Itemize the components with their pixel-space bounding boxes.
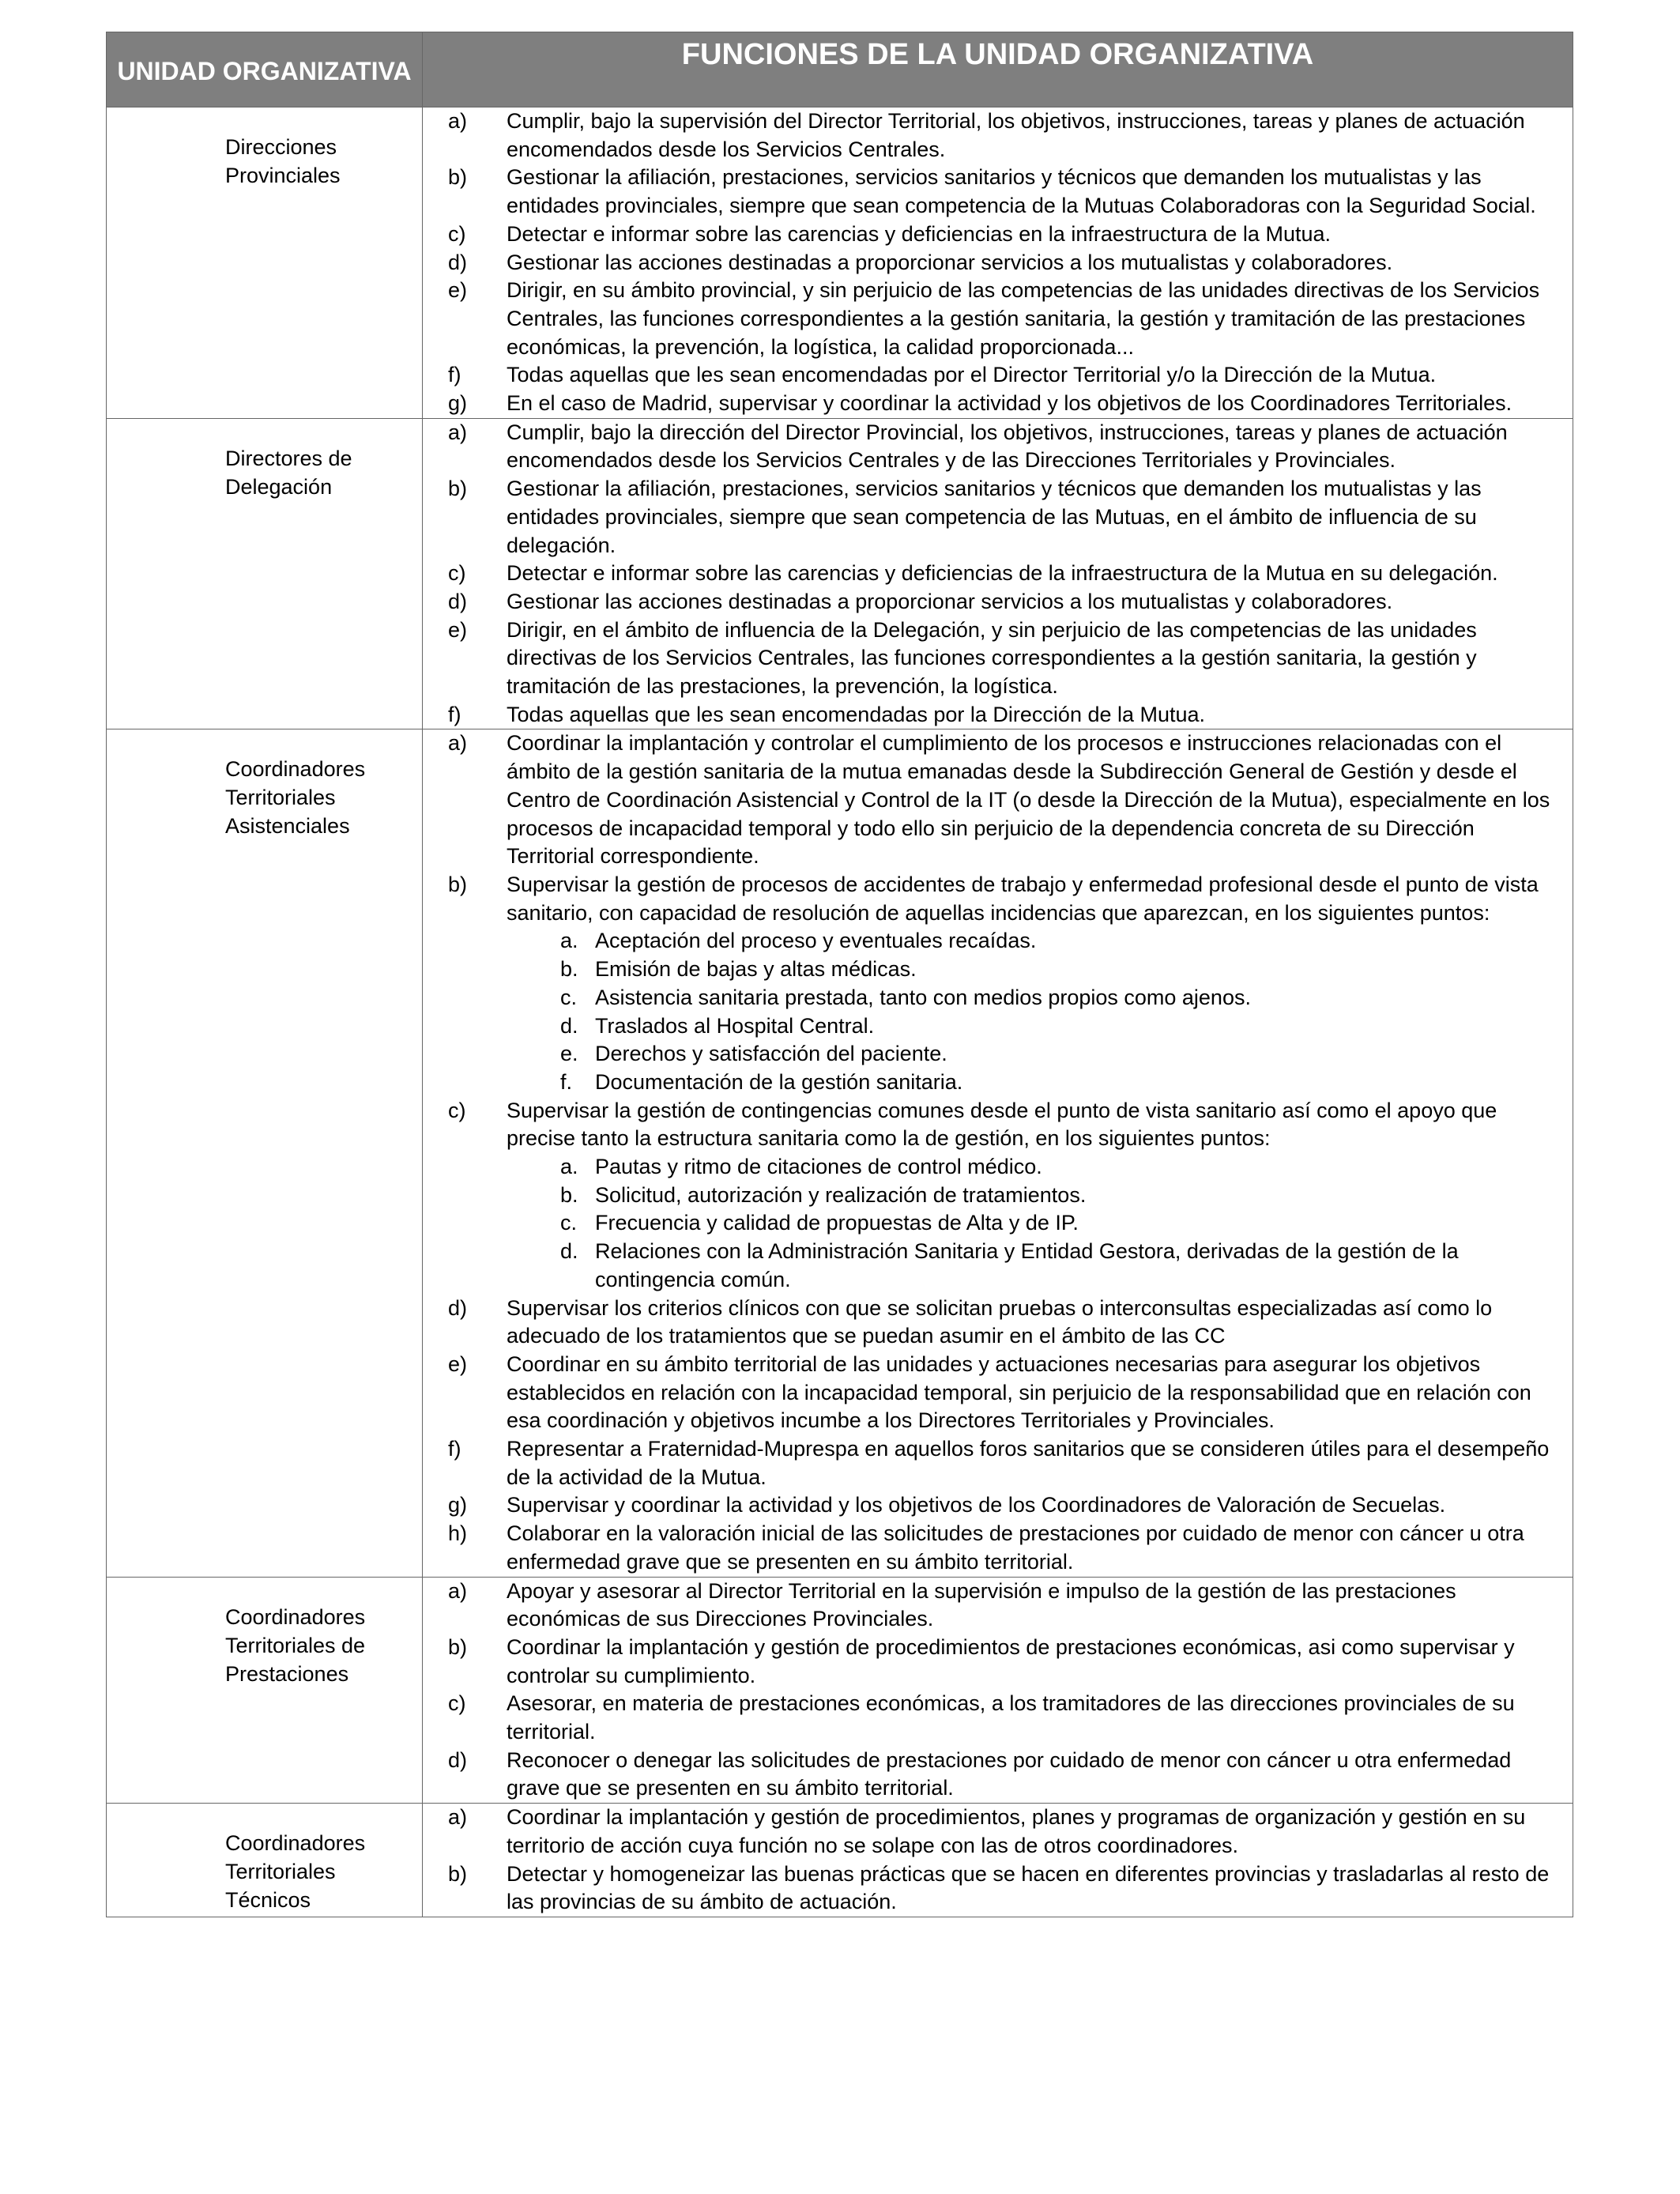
function-item: [423, 588, 1565, 616]
table-row: [107, 729, 1573, 1577]
sub-list: [507, 1153, 1565, 1295]
function-item: [423, 277, 1565, 361]
functions-cell: [423, 1577, 1573, 1804]
function-text: Todas aquellas que les sean encomendadas por el Director Territorial y/o la Dirección de la Mutua.: [507, 363, 1437, 387]
function-marker: b): [448, 872, 468, 896]
function-marker: b): [448, 1861, 468, 1886]
function-marker: b): [448, 1634, 468, 1659]
unit-name-line: Directores de: [225, 446, 352, 470]
sub-text: Traslados al Hospital Central.: [595, 1013, 875, 1038]
unit-name-line: Territoriales: [225, 786, 336, 810]
function-text: Apoyar y asesorar al Director Territorial en la supervisión e impulso de la gestión de las prestaciones económicas de sus Direcciones Provinciales.: [507, 1578, 1456, 1631]
sub-item: [507, 927, 1565, 956]
unit-name-line: Prestaciones: [225, 1661, 349, 1686]
function-item: [423, 1435, 1565, 1491]
functions-cell: [423, 107, 1573, 419]
function-text: Gestionar la afiliación, prestaciones, servicios sanitarios y técnicos que demanden los mutualistas y las entidades provinciales, siempre que sean competencia de la Mutuas Colaboradoras con la Seguridad Social.: [507, 165, 1536, 218]
function-marker: b): [448, 477, 468, 501]
sub-item: [507, 1153, 1565, 1182]
functions-cell: [423, 1804, 1573, 1917]
function-item: [423, 1351, 1565, 1435]
function-marker: e): [448, 1351, 468, 1376]
function-text: Cumplir, bajo la supervisión del Director Territorial, los objetivos, instrucciones, tareas y planes de actuación encomendados desde los Servicios Centrales.: [507, 109, 1525, 161]
functions-table: [106, 32, 1573, 1917]
table-row: [107, 1577, 1573, 1804]
table-row: [107, 418, 1573, 729]
function-text: Gestionar la afiliación, prestaciones, servicios sanitarios y técnicos que demanden los mutualistas y las entidades provinciales, siempre que sean competencia de las Mutuas, en el ámbito de influencia de su delegación.: [507, 477, 1482, 557]
function-text: Supervisar y coordinar la actividad y los objetivos de los Coordinadores de Valoración de Secuelas.: [507, 1493, 1446, 1517]
function-text: En el caso de Madrid, supervisar y coordinar la actividad y los objetivos de los Coordinadores Territoriales.: [507, 391, 1512, 416]
unit-name-line: Direcciones: [225, 135, 337, 159]
function-item: [423, 560, 1565, 588]
function-marker: d): [448, 1295, 468, 1320]
function-item: [423, 390, 1565, 418]
function-text: Colaborar en la valoración inicial de las solicitudes de prestaciones por cuidado de menor con cáncer u otra enfermedad grave que se presenten en su ámbito territorial.: [507, 1521, 1524, 1574]
sub-text: Asistencia sanitaria prestada, tanto con medios propios como ajenos.: [595, 985, 1251, 1009]
function-marker: c): [448, 1691, 466, 1716]
function-text: Coordinar la implantación y gestión de procedimientos, planes y programas de organización y gestión en su territorio de acción cuya función no se solape con las de otros coordinadores.: [507, 1805, 1526, 1857]
unit-name-line: Territoriales de: [225, 1633, 366, 1657]
sub-text: Documentación de la gestión sanitaria.: [595, 1069, 963, 1094]
function-text: Detectar e informar sobre las carencias y deficiencias de la infraestructura de la Mutua en su delegación.: [507, 561, 1498, 586]
sub-text: Relaciones con la Administración Sanitaria y Entidad Gestora, derivadas de la gestión de la contingencia común.: [595, 1239, 1459, 1291]
function-marker: a): [448, 731, 468, 756]
function-marker: c): [448, 561, 466, 586]
function-marker: a): [448, 1805, 468, 1830]
sub-item: [507, 1069, 1565, 1097]
unit-name-cell: [107, 729, 423, 1577]
sub-marker: d.: [560, 1013, 578, 1038]
function-marker: h): [448, 1521, 468, 1546]
table-body: [107, 107, 1573, 1917]
unit-name-cell: [107, 1804, 423, 1917]
unit-name-cell: [107, 107, 423, 419]
sub-item: [507, 984, 1565, 1012]
sub-item: [507, 1012, 1565, 1041]
function-marker: f): [448, 702, 461, 726]
sub-item: [507, 1182, 1565, 1210]
header-unit-title: UNIDAD ORGANIZATIVA: [107, 32, 423, 107]
function-text: Todas aquellas que les sean encomendadas por la Dirección de la Mutua.: [507, 702, 1206, 726]
unit-name-line: Delegación: [225, 474, 333, 499]
sub-text: Pautas y ritmo de citaciones de control médico.: [595, 1155, 1042, 1179]
functions-cell: [423, 418, 1573, 729]
unit-name-line: Coordinadores: [225, 757, 366, 782]
unit-name-cell: [107, 418, 423, 729]
table-row: [107, 107, 1573, 419]
function-item: [423, 1491, 1565, 1520]
function-item: [423, 1860, 1565, 1917]
function-item: [423, 361, 1565, 390]
function-text: Gestionar las acciones destinadas a proporcionar servicios a los mutualistas y colaboradores.: [507, 250, 1393, 274]
sub-marker: b.: [560, 1182, 578, 1207]
function-text: Dirigir, en el ámbito de influencia de la Delegación, y sin perjuicio de las competencias de las unidades directivas de los Servicios Centrales, las funciones correspondientes a la gestión sanitaria, la gestión y tramitación de las prestaciones, la prevención, la logística.: [507, 617, 1477, 699]
sub-marker: f.: [560, 1069, 573, 1094]
function-text: Representar a Fraternidad-Muprespa en aquellos foros sanitarios que se consideren útiles para el desempeño de la actividad de la Mutua.: [507, 1437, 1550, 1489]
sub-marker: a.: [560, 1155, 578, 1179]
function-text: Dirigir, en su ámbito provincial, y sin perjuicio de las competencias de las unidades directivas de los Servicios Centrales, las funciones correspondientes a la gestión sanitaria, la gestión y tramitación de las prestaciones económicas, la prevención, la logística, la calidad proporcionada...: [507, 278, 1540, 359]
sub-marker: e.: [560, 1042, 578, 1066]
function-marker: a): [448, 1578, 468, 1603]
function-item: [423, 164, 1565, 220]
function-text: Supervisar los criterios clínicos con que se solicitan pruebas o interconsultas especializadas así como lo adecuado de los tratamientos que se puedan asumir en el ámbito de las CC: [507, 1295, 1493, 1348]
sub-list: [507, 927, 1565, 1096]
function-item: [423, 1295, 1565, 1351]
function-marker: b): [448, 165, 468, 190]
function-marker: c): [448, 221, 466, 246]
sub-text: Frecuencia y calidad de propuestas de Alta y de IP.: [595, 1211, 1079, 1235]
function-marker: d): [448, 250, 468, 274]
function-list: [423, 1578, 1573, 1804]
unit-name-cell: [107, 1577, 423, 1804]
sub-text: Derechos y satisfacción del paciente.: [595, 1042, 947, 1066]
header-functions-title: FUNCIONES DE LA UNIDAD ORGANIZATIVA: [423, 32, 1573, 107]
sub-item: [507, 1238, 1565, 1294]
function-text: Asesorar, en materia de prestaciones económicas, a los tramitadores de las direcciones provinciales de su territorial.: [507, 1691, 1515, 1744]
function-item: [423, 729, 1565, 871]
header-row: [107, 32, 1573, 107]
unit-name-line: Territoriales: [225, 1860, 336, 1884]
function-text: Coordinar en su ámbito territorial de las unidades y actuaciones necesarias para asegurar los objetivos establecidos en relación con la incapacidad temporal, sin perjuicio de la responsabilidad que en relación con esa coordinación y objetivos incumbe a los Directores Territoriales y Provinciales.: [507, 1351, 1531, 1433]
sub-marker: b.: [560, 957, 578, 982]
function-text: Cumplir, bajo la dirección del Director Provincial, los objetivos, instrucciones, tareas y planes de actuación encomendados desde los Servicios Centrales y de las Direcciones Territoriales y Provinciales.: [507, 420, 1508, 473]
sub-marker: a.: [560, 929, 578, 953]
sub-marker: d.: [560, 1239, 578, 1264]
unit-name-line: Provinciales: [225, 164, 341, 187]
function-marker: f): [448, 363, 461, 387]
sub-item: [507, 1209, 1565, 1238]
function-marker: a): [448, 109, 468, 133]
function-text: Gestionar las acciones destinadas a proporcionar servicios a los mutualistas y colaboradores.: [507, 589, 1393, 613]
sub-text: Aceptación del proceso y eventuales recaídas.: [595, 929, 1037, 953]
function-list: [423, 1804, 1573, 1917]
function-list: [423, 729, 1573, 1576]
function-marker: e): [448, 278, 468, 303]
function-item: [423, 249, 1565, 277]
function-item: [423, 1578, 1565, 1634]
sub-text: Solicitud, autorización y realización de tratamientos.: [595, 1182, 1087, 1207]
function-item: [423, 1520, 1565, 1576]
table-row: [107, 1804, 1573, 1917]
function-text: Coordinar la implantación y gestión de procedimientos de prestaciones económicas, asi como supervisar y controlar su cumplimiento.: [507, 1634, 1515, 1687]
functions-cell: [423, 729, 1573, 1577]
function-item: [423, 1747, 1565, 1803]
function-item: [423, 1804, 1565, 1860]
unit-name-line: Coordinadores: [225, 1604, 366, 1629]
function-list: [423, 419, 1573, 729]
function-text: Detectar y homogeneizar las buenas prácticas que se hacen en diferentes provincias y trasladarlas al resto de las provincias de su ámbito de actuación.: [507, 1861, 1550, 1914]
unit-name-line: Asistenciales: [225, 814, 350, 839]
unit-name-line: Coordinadores: [225, 1831, 366, 1856]
sub-marker: c.: [560, 1211, 578, 1235]
function-marker: e): [448, 617, 468, 642]
function-text: Reconocer o denegar las solicitudes de prestaciones por cuidado de menor con cáncer u otra enfermedad grave que se presenten en su ámbito territorial.: [507, 1747, 1512, 1800]
function-text: Detectar e informar sobre las carencias y deficiencias en la infraestructura de la Mutua.: [507, 221, 1331, 246]
function-item: [423, 871, 1565, 1097]
function-item: [423, 107, 1565, 164]
function-list: [423, 107, 1573, 418]
function-marker: g): [448, 1493, 468, 1517]
function-item: [423, 221, 1565, 249]
function-item: [423, 475, 1565, 560]
sub-marker: c.: [560, 985, 578, 1009]
function-item: [423, 616, 1565, 701]
function-marker: d): [448, 589, 468, 613]
function-marker: d): [448, 1747, 468, 1772]
sub-text: Emisión de bajas y altas médicas.: [595, 957, 917, 982]
function-marker: f): [448, 1437, 461, 1461]
function-text: Supervisar la gestión de contingencias comunes desde el punto de vista sanitario así como el apoyo que precise tanto la estructura sanitaria como la de gestión, en los siguientes puntos:: [507, 1098, 1497, 1151]
function-marker: c): [448, 1098, 466, 1122]
function-text: Supervisar la gestión de procesos de accidentes de trabajo y enfermedad profesional desde el punto de vista sanitario, con capacidad de resolución de aquellas incidencias que aparezcan, en los siguientes puntos:: [507, 872, 1539, 925]
function-item: [423, 1634, 1565, 1690]
unit-name-line: Técnicos: [225, 1888, 311, 1913]
function-item: [423, 419, 1565, 475]
sub-item: [507, 1040, 1565, 1069]
function-item: [423, 1097, 1565, 1295]
function-item: [423, 701, 1565, 729]
function-item: [423, 1690, 1565, 1746]
function-text: Coordinar la implantación y controlar el cumplimiento de los procesos e instrucciones relacionadas con el ámbito de la gestión sanitaria de la mutua emanadas desde la Subdirección General de Gestión y desde el Centro de Coordinación Asistencial y Control de la IT (o desde la Dirección de la Mutua), especialmente en los procesos de incapacidad temporal y todo ello sin perjuicio de la dependencia concreta de su Dirección Territorial correspondiente.: [507, 731, 1550, 869]
function-marker: g): [448, 391, 468, 416]
sub-item: [507, 956, 1565, 984]
function-marker: a): [448, 420, 468, 444]
